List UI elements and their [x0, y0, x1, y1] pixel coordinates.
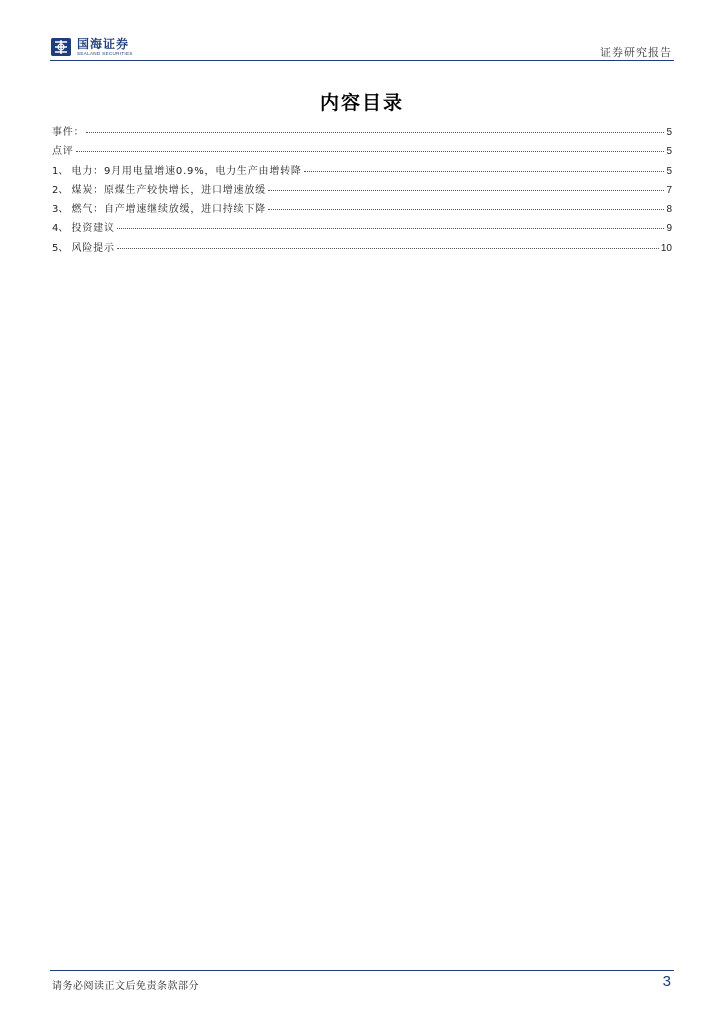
toc-entry-text: 风险提示: [71, 242, 115, 254]
toc-entry-text: 电力：9月用电量增速0.9%，电力生产由增转降: [71, 165, 302, 177]
toc-entry-text: 投资建议: [71, 223, 115, 235]
toc-entry-page: 5: [666, 165, 672, 177]
logo-english-name: SEALAND SECURITIES: [77, 50, 133, 56]
toc-entry-number: 4、: [52, 223, 72, 235]
toc-leader-dots: [76, 151, 665, 152]
toc-entry[interactable]: [52, 123, 672, 142]
toc-entry-number: 5、: [52, 242, 72, 254]
page-number: 3: [662, 973, 671, 990]
header-divider: [50, 60, 674, 61]
table-of-contents: [52, 123, 672, 258]
toc-entry-page: 10: [660, 242, 672, 254]
toc-entry[interactable]: [52, 200, 672, 219]
toc-entry-page: 5: [666, 127, 672, 138]
toc-leader-dots: [117, 228, 665, 229]
toc-entry[interactable]: [52, 219, 672, 238]
toc-entry-text: 煤炭：原煤生产较快增长，进口增速放缓: [71, 184, 266, 196]
toc-leader-dots: [117, 248, 659, 249]
toc-entry[interactable]: [52, 142, 672, 161]
toc-entry-text: 点评: [52, 146, 74, 158]
toc-entry-number: 3、: [52, 204, 72, 216]
toc-entry-page: 5: [666, 146, 672, 158]
company-logo: [50, 34, 133, 60]
toc-entry[interactable]: [52, 181, 672, 200]
sealand-logo-icon: [50, 36, 72, 58]
toc-entry[interactable]: [52, 162, 672, 181]
logo-chinese-name: 国海证券: [77, 36, 130, 51]
toc-entry-text: 燃气：自产增速继续放缓，进口持续下降: [71, 204, 266, 216]
toc-entry-page: 9: [666, 223, 672, 235]
toc-leader-dots: [86, 132, 664, 133]
footer-disclaimer: 请务必阅读正文后免责条款部分: [52, 981, 199, 992]
page-header: [50, 34, 674, 60]
toc-entry-page: 7: [666, 184, 672, 196]
toc-entry-number: 1、: [52, 165, 72, 177]
toc-entry-number: 2、: [52, 184, 72, 196]
report-type-label: 证券研究报告: [600, 46, 672, 59]
toc-leader-dots: [268, 190, 664, 191]
footer-divider: [50, 970, 674, 971]
toc-entry-text: 事件：: [52, 127, 85, 138]
toc-leader-dots: [268, 209, 664, 210]
toc-entry[interactable]: [52, 239, 672, 258]
toc-entry-page: 8: [666, 204, 672, 216]
toc-title: 内容目录: [319, 92, 404, 114]
toc-leader-dots: [304, 171, 665, 172]
